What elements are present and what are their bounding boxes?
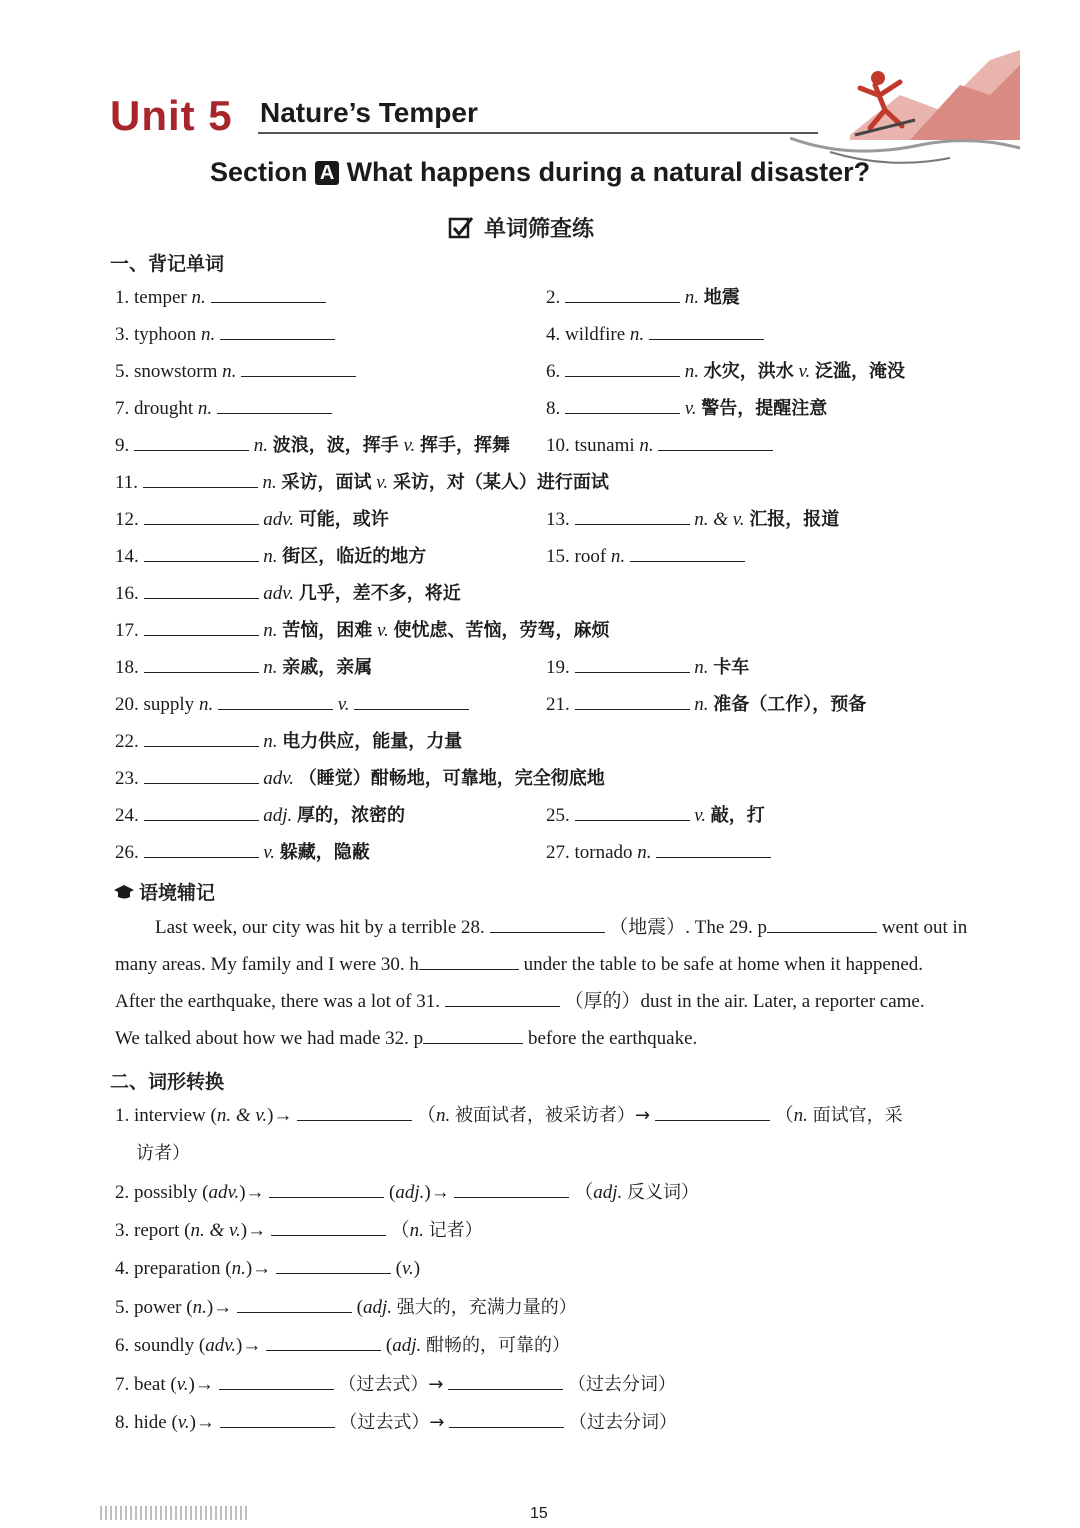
- answer-blank[interactable]: [217, 413, 332, 414]
- answer-blank[interactable]: [271, 1235, 386, 1236]
- answer-blank[interactable]: [237, 1312, 352, 1313]
- list-item: 4. wildfire n.: [546, 322, 764, 348]
- list-item: 11. n. 采访，面试 v. 采访，对（某人）进行面试: [115, 472, 609, 493]
- answer-blank[interactable]: [575, 524, 690, 525]
- list-item: 2. possibly (adv.)→ (adj.)→ （adj. 反义词）: [115, 1182, 700, 1203]
- answer-blank[interactable]: [490, 932, 605, 933]
- answer-blank[interactable]: [144, 857, 259, 858]
- list-item-wrap: 访者）: [136, 1143, 190, 1164]
- list-item: 13. n. & v. 汇报，报道: [546, 509, 840, 530]
- answer-blank[interactable]: [211, 302, 326, 303]
- checkbox-icon: [448, 215, 474, 241]
- answer-blank[interactable]: [565, 413, 680, 414]
- part2-title: 二、词形转换: [110, 1071, 225, 1093]
- answer-blank[interactable]: [144, 524, 259, 525]
- page-number: 15: [530, 1505, 548, 1522]
- context-line-3: After the earthquake, there was a lot of 31. （厚的）dust in the air. Later, a reporter came.: [115, 991, 925, 1012]
- list-item: 21. n. 准备（工作），预备: [546, 694, 867, 715]
- context-header: [113, 878, 215, 905]
- answer-blank[interactable]: [630, 561, 745, 562]
- list-item: 24. adj. 厚的，浓密的: [115, 805, 406, 826]
- list-item: 20. supply n. v.: [115, 692, 469, 718]
- answer-blank[interactable]: [448, 1389, 563, 1390]
- answer-blank[interactable]: [220, 1427, 335, 1428]
- answer-blank[interactable]: [449, 1427, 564, 1428]
- list-item: 4. preparation (n.)→ (v.): [115, 1258, 421, 1279]
- answer-blank[interactable]: [134, 450, 249, 451]
- answer-blank[interactable]: [655, 1120, 770, 1121]
- part1-title: 一、背记单词: [110, 253, 225, 275]
- answer-blank[interactable]: [144, 820, 259, 821]
- section-question: What happens during a natural disaster?: [346, 157, 871, 187]
- answer-blank[interactable]: [266, 1350, 381, 1351]
- list-item: 8. v. 警告，提醒注意: [546, 398, 828, 419]
- list-item: 10. tsunami n.: [546, 433, 773, 459]
- list-item: 1. temper n.: [115, 285, 326, 311]
- context-line-1: Last week, our city was hit by a terrible 28. （地震）. The 29. p went out in: [155, 917, 968, 938]
- list-item: 6. n. 水灾，洪水 v. 泛滥，淹没: [546, 361, 906, 382]
- answer-blank[interactable]: [143, 487, 258, 488]
- answer-blank[interactable]: [649, 339, 764, 340]
- answer-blank[interactable]: [575, 672, 690, 673]
- header-rule: [258, 132, 818, 134]
- answer-blank[interactable]: [419, 969, 519, 970]
- section-letter-badge: A: [315, 161, 339, 185]
- list-item: 6. soundly (adv.)→ (adj. 酣畅的，可靠的）: [115, 1335, 570, 1356]
- unit-title: Nature’s Temper: [260, 97, 478, 128]
- answer-blank[interactable]: [144, 598, 259, 599]
- answer-blank[interactable]: [297, 1120, 412, 1121]
- answer-blank[interactable]: [423, 1043, 523, 1044]
- list-item: 26. v. 躲藏，隐蔽: [115, 842, 370, 863]
- answer-blank[interactable]: [144, 672, 259, 673]
- list-item: 3. typhoon n.: [115, 322, 335, 348]
- answer-blank[interactable]: [565, 302, 680, 303]
- list-item: 23. adv. （睡觉）酣畅地，可靠地，完全彻底地: [115, 768, 605, 789]
- answer-blank[interactable]: [575, 709, 690, 710]
- answer-blank[interactable]: [565, 376, 680, 377]
- list-item: 7. beat (v.)→ （过去式）→ （过去分词）: [115, 1374, 676, 1395]
- answer-blank[interactable]: [575, 820, 690, 821]
- answer-blank[interactable]: [658, 450, 773, 451]
- answer-blank[interactable]: [276, 1273, 391, 1274]
- answer-blank[interactable]: [454, 1197, 569, 1198]
- answer-blank[interactable]: [144, 783, 259, 784]
- answer-blank[interactable]: [445, 1006, 560, 1007]
- list-item: 14. n. 街区，临近的地方: [115, 546, 427, 567]
- list-item: 18. n. 亲戚，亲属: [115, 657, 373, 678]
- answer-blank[interactable]: [767, 932, 877, 933]
- list-item: 7. drought n.: [115, 396, 332, 422]
- section-word: Section: [210, 157, 308, 187]
- list-item: 15. roof n.: [546, 544, 745, 570]
- list-item: 8. hide (v.)→ （过去式）→ （过去分词）: [115, 1412, 677, 1433]
- answer-blank[interactable]: [144, 746, 259, 747]
- answer-blank[interactable]: [218, 709, 333, 710]
- list-item: 16. adv. 几乎，差不多，将近: [115, 583, 461, 604]
- graduation-cap-icon: [113, 883, 135, 901]
- footer-scribble: [100, 1506, 250, 1520]
- context-line-2: many areas. My family and I were 30. h under the table to be safe at home when it happened.: [115, 954, 924, 975]
- checklist-header: [448, 212, 594, 243]
- answer-blank[interactable]: [219, 1389, 334, 1390]
- list-item: 5. snowstorm n.: [115, 359, 356, 385]
- list-item: 12. adv. 可能，或许: [115, 509, 389, 530]
- answer-blank[interactable]: [144, 561, 259, 562]
- list-item: 22. n. 电力供应，能量，力量: [115, 731, 463, 752]
- list-item: 1. interview (n. & v.)→ （n. 被面试者，被采访者）→ （n. 面试官，采: [115, 1105, 903, 1126]
- list-item: 25. v. 敲，打: [546, 805, 765, 826]
- list-item: 9. n. 波浪，波，挥手 v. 挥手，挥舞: [115, 435, 511, 456]
- checklist-title: 单词筛查练: [484, 217, 595, 242]
- list-item: 19. n. 卡车: [546, 657, 750, 678]
- list-item: 5. power (n.)→ (adj. 强大的，充满力量的）: [115, 1297, 577, 1318]
- list-item: 2. n. 地震: [546, 287, 740, 308]
- answer-blank[interactable]: [656, 857, 771, 858]
- section-heading: [210, 157, 870, 188]
- unit-label: Unit 5: [110, 92, 233, 139]
- answer-blank[interactable]: [220, 339, 335, 340]
- answer-blank[interactable]: [354, 709, 469, 710]
- list-item: 3. report (n. & v.)→ （n. 记者）: [115, 1220, 483, 1241]
- context-line-4: We talked about how we had made 32. p before the earthquake.: [115, 1028, 698, 1049]
- answer-blank[interactable]: [144, 635, 259, 636]
- list-item: 27. tornado n.: [546, 840, 771, 866]
- answer-blank[interactable]: [269, 1197, 384, 1198]
- answer-blank[interactable]: [241, 376, 356, 377]
- list-item: 17. n. 苦恼，困难 v. 使忧虑、苦恼，劳驾，麻烦: [115, 620, 610, 641]
- context-title: 语境辅记: [139, 882, 216, 904]
